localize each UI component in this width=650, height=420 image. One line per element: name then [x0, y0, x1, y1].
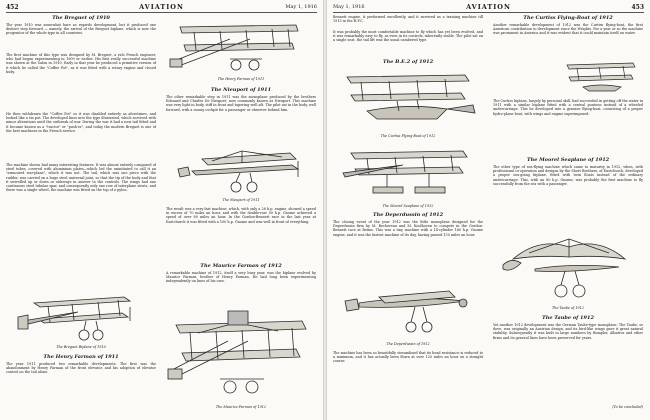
right-page	[327, 0, 650, 420]
nieuport-monoplane-illustration	[172, 143, 310, 197]
figure-caption: The Deperdussin of 1912	[386, 342, 430, 346]
section-title-deperdussin: The Deperdussin of 1912	[372, 212, 444, 218]
section-title-moorel: The Moorel Seaplane of 1912	[526, 157, 610, 163]
left-journal-title: AVIATION	[139, 3, 184, 11]
left-page-date: May 1, 1916	[285, 4, 317, 10]
right-page-date: May 1, 1916	[333, 4, 365, 10]
breguet-biplane-illustration	[14, 285, 148, 343]
paragraph: Another remarkable development of 1912 was the Curtiss flying-boat, the first American contribution to development since the Wrights. For a year or so the machine was prominent in America and it was evident that it could maintain itself on water.	[493, 23, 643, 36]
paragraph: The machine has been so beautifully streamlined that its head resistance is reduced to a minimum, and it has actually been flown at over 120 miles an hour on a straight course.	[333, 351, 483, 364]
curtiss-flying-boat-illustration	[337, 67, 479, 133]
continued-note: (To be concluded)	[612, 405, 643, 409]
paragraph: The Curtiss biplane, largely by personal skill, had succeeded in getting off the water in 1911 with a similar biplane fitted with a central pontoon instead of a wheeled undercarriage. This he developed into a genuine flying-boat, consisting of a proper hydro-plane boat, with wings and engine superimposed.	[493, 99, 643, 116]
right-page-number: 453	[631, 4, 644, 11]
paragraph: A remarkable machine of 1912, itself a very busy year, was the biplane evolved by Maurice Farman, brother of Henry Farman. He had long been experimenting independently on lines of his own.	[166, 271, 316, 284]
deperdussin-monoplane-illustration	[339, 277, 477, 341]
left-page-header	[6, 3, 317, 13]
moorel-seaplane-illustration	[339, 143, 477, 203]
paragraph: It was probably the most comfortable machine to fly which has yet been evolved, and it was remarkably easy to fly, as even in its controls, inherently stable. The pilot sat on a single seat, the tail lift was the usual cambered type.	[333, 30, 483, 43]
figure-caption: The Maurice Farman of 1912	[215, 405, 267, 409]
figure-caption: The Moorel Seaplane of 1912	[382, 204, 434, 208]
paragraph: The year 1911 produced two remarkable developments. The first was the abandonment by Henry Farman of the front elevator, and his adoption of elevator control on the tail alone.	[6, 362, 156, 375]
paragraph: The machine shown had many interesting features. It was almost entirely composed of steel tubes, covered with aluminium plates—which led the uninitiated to call it an "armoured war-plane", which it was not. The tail, which was one piece with the rudder, was carried on a huge steel universal joint, so that the tip of the body and that it swivelled up or down or sideways in answer to the controls. The wings had one continuous steel tubular spar, and consequently only one row of interplane struts, and there was a single wheel, the machine was fitted on the top of a pylon.	[6, 163, 156, 193]
paragraph: He then withdrawn the "Coffee Pot" so it was disabled entirely as aforetimes, and looked like a tin pot. The developed lines into the type illustrated, which survived with minor alterations until the outbreak of war. During the war it had a new tail fitted and it became known as a "tractor" or "push-er", and today the modern Breguet is one of the best machines in the French service.	[6, 112, 156, 133]
paragraph: The year 1910 was somewhat bare as regards development, but it produced one distinct step forward — namely, the arrival of the Breguet biplane, which is now the progenitor of the whole type in all countries.	[6, 23, 156, 36]
section-title-henry-farman: The Henry Farman of 1911	[43, 354, 119, 360]
left-page-number: 452	[6, 4, 19, 11]
paragraph: The closing event of the year 1912 was the little monoplane designed for the Deperdussin firm by M. Bechereau and M. Koolhoven to compete in the Gordon-Bennett race at Reims. This was a tiny machine with a 14-cylinder 160 h.p. Gnome engine, and it was the fastest machine of its day, having passed 130 miles an hour.	[333, 220, 483, 237]
section-title-curtiss: The Curtiss Flying-Boat of 1912	[523, 15, 613, 21]
figure-caption: The Henry Farman of 1911	[217, 77, 265, 81]
figure-caption: The Curtiss Flying-Boat of 1912	[380, 134, 436, 138]
maurice-farman-illustration	[168, 305, 314, 403]
section-title-breguet: The Breguet of 1910	[52, 15, 110, 21]
section-title-maurice-farman: The Maurice Farman of 1912	[200, 263, 282, 269]
section-title-taube: The Taube of 1912	[542, 315, 594, 321]
henry-farman-illustration	[170, 15, 312, 77]
right-journal-title: AVIATION	[466, 3, 511, 11]
left-page-column-2	[166, 15, 316, 417]
paragraph: The other remarkable step in 1911 was the monoplane produced by the brothers Edouard and Charles De Nieuport, now commonly known as Nieuport. This machine was very light in body, stiff in front and tapering well aft. The pilot sat in the body, well forward, with a roomy cockpit for a passenger or observer behind him.	[166, 95, 316, 112]
curtiss-biplane-small-illustration	[563, 57, 639, 97]
paragraph: Bennett engine, it performed excellently, and it survived as a training machine till 1915 in the R.F.C.	[333, 15, 483, 24]
left-page	[0, 0, 323, 420]
right-page-column-2	[493, 15, 643, 417]
figure-caption: The Taube of 1912	[552, 306, 584, 310]
paragraph: The result was a very fast machine, which, with only a 28 h.p. engine, showed a speed in excess of 70 miles an hour, and with the double-row 50 h.p. Gnome achieved a speed of over 80 miles an hour. In the Gordon-Bennett race in the last year at Eastchurch it was fitted with a 100 h.p. Gnome and was well in front of everything.	[166, 207, 316, 224]
section-title-be2: The B.E.2 of 1912	[382, 59, 434, 65]
paragraph: Yet another 1912 development was the German Taube-type monoplane. The Taube, or dove, was originally an Austrian design, and its bird-like wings gave it great natural stability. Subsequently it was built in large numbers by Rumpler, Albatros and other firms and its general lines have been preserved for years.	[493, 323, 643, 340]
section-title-nieuport: The Nieuport of 1911	[210, 87, 272, 93]
right-page-column-1	[333, 15, 483, 417]
paragraph: The other type of sea-flying machine which came to maturity in 1912, when, with professional co-operation and designs by the Short Brothers, of Eastchurch, developed a proper sea-going biplane, fitted with twin floats instead of the ordinary undercarriage. This, with an 80 h.p. Gnome, was probably the first machine to fly successfully from the sea with a passenger.	[493, 165, 643, 186]
right-page-header	[333, 3, 644, 13]
left-page-column-1	[6, 15, 156, 417]
figure-caption: The Breguet Biplane of 1910	[56, 345, 106, 349]
paragraph: The first machine of this type was designed by M. Breguet, a rich French engineer, who had begun experimenting in 1909 or earlier. His first really successful machine was shown at the Salon in 1910. Early in that year he produced a primitive version of it which he called the "Coffee Pot", as it was fitted with a rotary engine and closed body.	[6, 53, 156, 74]
figure-caption: The Nieuport of 1911	[222, 198, 260, 202]
taube-monoplane-illustration	[499, 229, 637, 305]
